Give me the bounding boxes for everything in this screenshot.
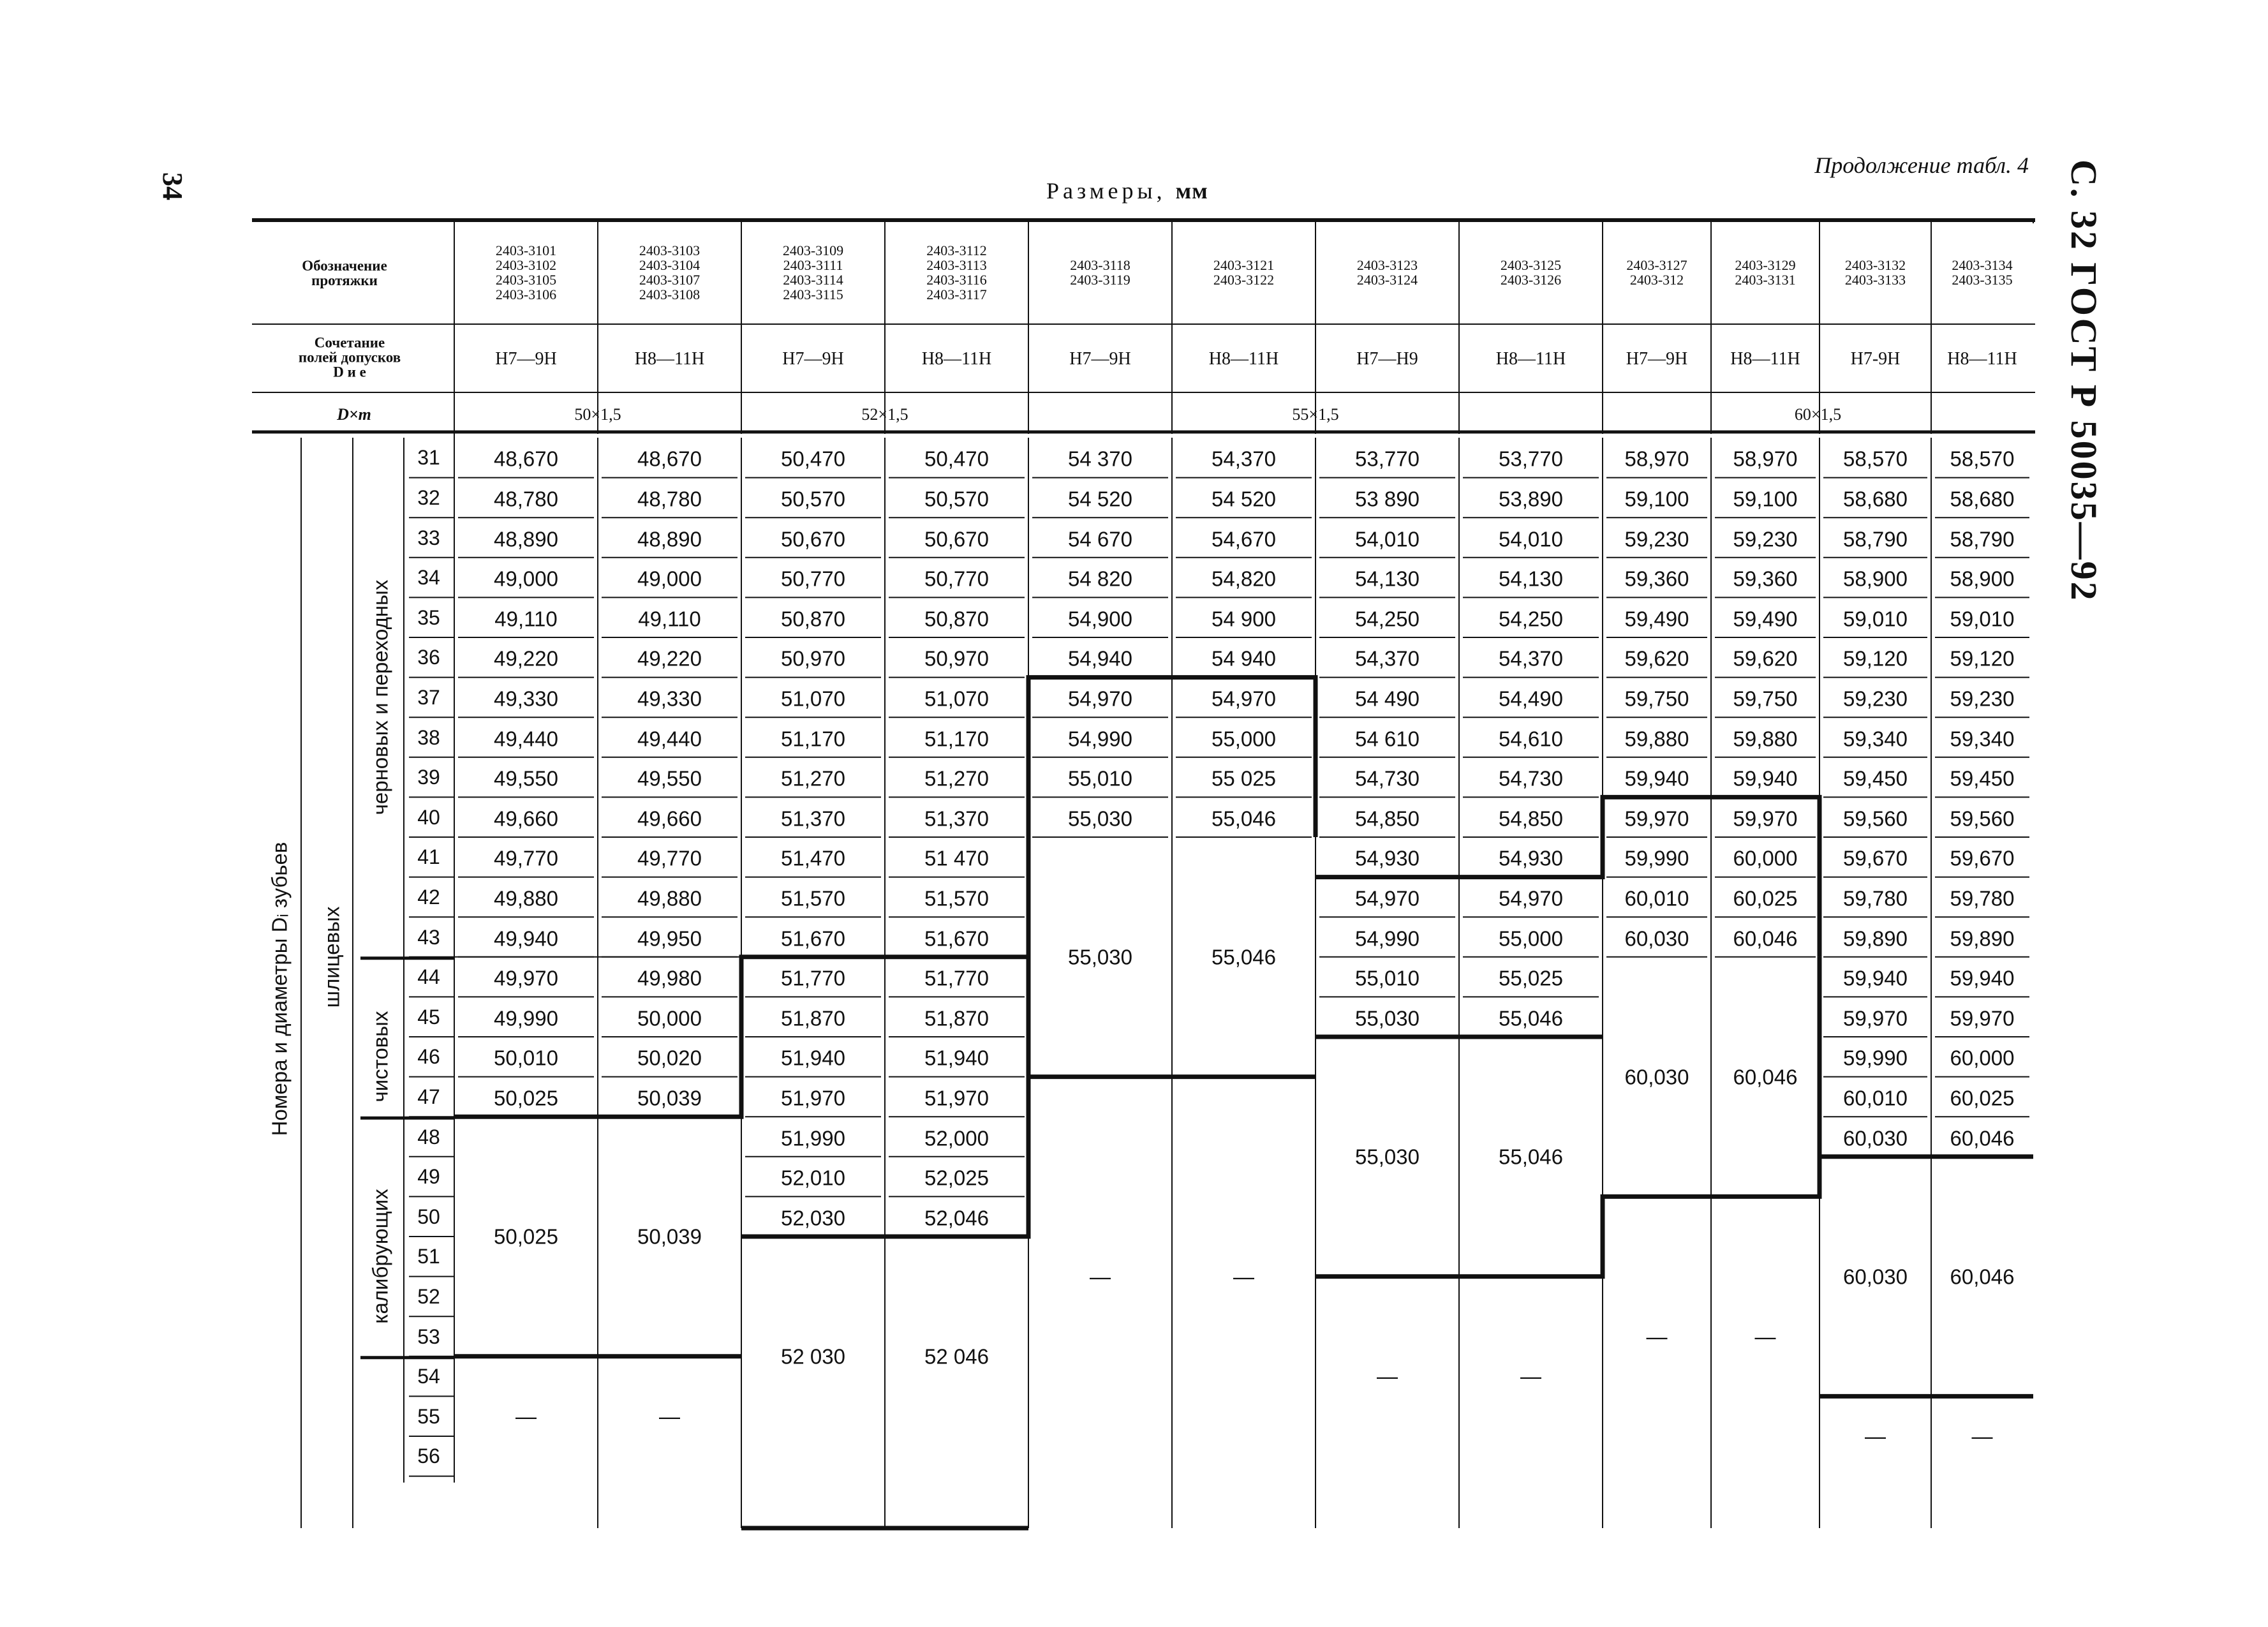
designation-codes: 2403-3123 2403-3124 [1356,256,1418,288]
value-cell: 58,970 [1624,447,1689,471]
value-cell: 60,025 [1733,886,1798,910]
value-cell: 51,870 [924,1006,989,1030]
value-cell: 51,070 [924,687,989,711]
row-number: 54 [417,1365,440,1388]
dm-group: 60×1,5 [1794,405,1842,424]
value-cell: 51,940 [781,1046,845,1070]
tolerance-field: H7—9H [495,349,557,369]
value-cell: 60,030 [1624,926,1689,950]
merged-value-cell: — [1377,1364,1398,1388]
value-cell: 54,930 [1499,846,1563,870]
designation-codes: 2403-3101 2403-3102 2403-3105 2403-3106 [495,242,557,303]
row-number: 46 [417,1045,440,1069]
value-cell: 54 520 [1068,487,1132,511]
tolerance-field: H7—H9 [1356,349,1418,369]
dm-group: 50×1,5 [574,405,621,424]
value-cell: 54,010 [1355,527,1419,551]
value-cell: 48,780 [637,487,702,511]
value-cell: 49,110 [638,607,701,631]
value-cell: 54,970 [1068,687,1132,711]
value-cell: 49,980 [637,966,702,990]
value-cell: 49,440 [494,727,558,750]
row-number: 48 [417,1125,440,1148]
value-cell: 55 025 [1212,766,1276,791]
value-cell: 59,970 [1843,1006,1908,1030]
value-cell: 54,730 [1499,766,1563,791]
value-cell: 55,025 [1499,966,1563,990]
value-cell: 54,490 [1499,687,1563,711]
value-cell: 52,030 [781,1206,845,1230]
value-cell: 51 470 [924,846,989,870]
value-cell: 51,370 [781,806,845,831]
value-cell: 50,570 [781,487,845,511]
tolerance-field: H8—11H [634,349,705,369]
merged-value-cell: — [1754,1325,1776,1348]
value-cell: 49,220 [494,646,558,671]
value-cell: 54 610 [1355,727,1419,750]
value-cell: 51,470 [781,846,845,870]
page-number: 34 [157,172,188,200]
designation-codes: 2403-3121 2403-3122 [1213,256,1275,288]
value-cell: 54,940 [1068,646,1132,671]
merged-value-cell: 50,039 [637,1224,702,1249]
value-cell: 50,970 [781,646,845,671]
value-cell: 50,670 [781,527,845,551]
value-cell: 50,000 [637,1006,702,1030]
value-cell: 50,970 [924,646,989,671]
value-cell: 55,046 [1212,806,1276,831]
value-cell: 52,000 [924,1126,989,1150]
value-cell: 51,870 [781,1006,845,1030]
value-cell: 59,230 [1843,687,1908,711]
value-cell: 58,570 [1950,447,2015,471]
value-cell: 49,550 [494,766,558,791]
value-cell: 59,880 [1733,727,1798,750]
value-cell: 59,940 [1843,966,1908,990]
value-cell: 58,680 [1843,487,1908,511]
value-cell: 48,670 [637,447,702,471]
value-cell: 51,170 [781,727,845,750]
row-number: 45 [417,1005,440,1029]
value-cell: 54,370 [1212,447,1276,471]
value-cell: 59,670 [1843,846,1908,870]
value-cell: 50,570 [924,487,989,511]
value-cell: 59,970 [1624,806,1689,831]
designation-codes: 2403-3127 2403-312 [1626,256,1687,288]
value-cell: 49,950 [637,926,702,950]
value-cell: 52,025 [924,1166,989,1190]
value-cell: 51,370 [924,806,989,831]
designation-codes: 2403-3132 2403-3133 [1844,256,1906,288]
value-cell: 59,560 [1950,806,2015,831]
row-number: 31 [417,446,440,470]
value-cell: 53 890 [1355,487,1419,511]
tolerance-field: H7-9H [1850,349,1901,369]
merged-value-cell: — [1520,1364,1541,1388]
value-cell: 60,000 [1950,1046,2015,1070]
value-cell: 55,046 [1499,1006,1563,1030]
value-cell: 54,930 [1355,846,1419,870]
tolerance-field: H8—11H [1730,349,1800,369]
value-cell: 48,670 [494,447,558,471]
merged-value-cell: — [1090,1265,1111,1289]
designation-codes: 2403-3103 2403-3104 2403-3107 2403-3108 [639,242,700,303]
value-cell: 54,250 [1499,607,1563,631]
value-cell: 54,970 [1499,886,1563,910]
row-number: 41 [417,845,440,869]
value-cell: 54,130 [1355,567,1419,591]
value-cell: 59,010 [1950,607,2015,631]
value-cell: 59,890 [1843,926,1908,950]
merged-value-cell: — [1646,1325,1668,1348]
value-cell: 49,770 [637,846,702,870]
value-cell: 59,230 [1733,527,1798,551]
value-cell: 51,990 [781,1126,845,1150]
row-number: 42 [417,885,440,909]
merged-value-cell: 60,046 [1950,1265,2015,1289]
group-label-finish: чистовых [368,1011,392,1103]
value-cell: 48,890 [637,527,702,551]
row-number: 34 [417,566,440,590]
value-cell: 53,770 [1499,447,1563,471]
value-cell: 49,110 [494,607,558,631]
value-cell: 50,470 [924,447,989,471]
value-cell: 59,450 [1843,766,1908,791]
value-cell: 50,020 [637,1046,702,1070]
value-cell: 54,850 [1355,806,1419,831]
value-cell: 59,360 [1624,567,1689,591]
value-cell: 50,039 [637,1086,702,1110]
value-cell: 58,900 [1843,567,1908,591]
value-cell: 53,770 [1355,447,1419,471]
value-cell: 59,340 [1843,727,1908,750]
sizes-caption-word: Размеры, [1046,178,1166,204]
value-cell: 54 900 [1212,607,1276,631]
value-cell: 52,010 [781,1166,845,1190]
value-cell: 49,440 [637,727,702,750]
tolerance-field: H8—11H [1947,349,2017,369]
value-cell: 55,010 [1068,766,1132,791]
value-cell: 59,620 [1733,646,1798,671]
sizes-caption-unit: мм [1175,178,1208,204]
merged-value-cell: — [1865,1424,1886,1448]
value-cell: 59,620 [1624,646,1689,671]
designation-label: Обозначение протяжки [302,258,387,288]
row-number: 44 [417,965,440,989]
value-cell: 54,850 [1499,806,1563,831]
value-cell: 59,750 [1733,687,1798,711]
value-cell: 59,120 [1843,646,1908,671]
value-cell: 51,970 [924,1086,989,1110]
value-cell: 51,570 [924,886,989,910]
dm-group: 52×1,5 [861,405,908,424]
value-cell: 51,970 [781,1086,845,1110]
value-cell: 50,025 [494,1086,558,1110]
value-cell: 59,100 [1624,487,1689,511]
value-cell: 59,940 [1733,766,1798,791]
value-cell: 54,730 [1355,766,1419,791]
value-cell: 60,025 [1950,1086,2015,1110]
value-cell: 59,010 [1843,607,1908,631]
teeth-label: Номера и диаметры Dᵢ зубьев [267,842,292,1136]
value-cell: 51,270 [924,766,989,791]
dm-label: D×m [337,405,371,424]
row-number: 47 [417,1085,440,1108]
value-cell: 60,010 [1843,1086,1908,1110]
value-cell: 51,070 [781,687,845,711]
merged-value-cell: 52 030 [781,1344,845,1369]
value-cell: 58,970 [1733,447,1798,471]
value-cell: 59,120 [1950,646,2015,671]
designation-codes: 2403-3129 2403-3131 [1735,256,1796,288]
value-cell: 54,970 [1212,687,1276,711]
value-cell: 60,046 [1733,926,1798,950]
designation-codes: 2403-3125 2403-3126 [1500,256,1562,288]
standard-header: С. 32 ГОСТ Р 50035—92 [2063,160,2105,602]
value-cell: 49,330 [637,687,702,711]
value-cell: 54,130 [1499,567,1563,591]
row-number: 50 [417,1205,440,1228]
row-number: 37 [417,685,440,709]
designation-codes: 2403-3112 2403-3113 2403-3116 2403-3117 [926,242,987,303]
merged-value-cell: 60,046 [1733,1065,1798,1089]
value-cell: 54 670 [1068,527,1132,551]
table-continuation-caption: Продолжение табл. 4 [1814,152,2029,178]
value-cell: 59,990 [1843,1046,1908,1070]
designation-codes: 2403-3118 2403-3119 [1070,256,1130,288]
value-cell: 54,370 [1499,646,1563,671]
value-cell: 51,570 [781,886,845,910]
merged-value-cell: 55,046 [1212,945,1276,969]
value-cell: 52,046 [924,1206,989,1230]
tolerance-field: H7—9H [782,349,844,369]
value-cell: 59,340 [1950,727,2015,750]
merged-value-cell: — [659,1404,680,1429]
value-cell: 51,940 [924,1046,989,1070]
value-cell: 50,010 [494,1046,558,1070]
merged-value-cell: 50,025 [494,1224,558,1249]
value-cell: 59,780 [1843,886,1908,910]
value-cell: 55,030 [1068,806,1132,831]
row-number: 52 [417,1284,440,1308]
row-number: 33 [417,526,440,549]
value-cell: 49,880 [494,886,558,910]
value-cell: 58,790 [1843,527,1908,551]
tolerance-label: Сочетание полей допусков D и e [298,334,401,380]
value-cell: 58,570 [1843,447,1908,471]
value-cell: 59,670 [1950,846,2015,870]
value-cell: 54,900 [1068,607,1132,631]
merged-value-cell: 55,030 [1068,945,1132,969]
value-cell: 51,270 [781,766,845,791]
row-number: 39 [417,766,440,789]
value-cell: 48,890 [494,527,558,551]
row-number: 56 [417,1445,440,1468]
designation-codes: 2403-3134 2403-3135 [1952,256,2013,288]
value-cell: 58,790 [1950,527,2015,551]
value-cell: 59,940 [1624,766,1689,791]
value-cell: 54 520 [1212,487,1276,511]
merged-value-cell: — [1233,1265,1254,1289]
value-cell: 54,250 [1355,607,1419,631]
value-cell: 49,940 [494,926,558,950]
value-cell: 55,010 [1355,966,1419,990]
tolerance-field: H7—9H [1626,349,1688,369]
value-cell: 59,490 [1624,607,1689,631]
merged-value-cell: — [515,1404,537,1429]
value-cell: 59,360 [1733,567,1798,591]
value-cell: 51,770 [781,966,845,990]
merged-value-cell: 60,030 [1843,1265,1908,1289]
group-label-rough: черновых и переходных [368,579,392,815]
value-cell: 59,230 [1624,527,1689,551]
value-cell: 59,890 [1950,926,2015,950]
tolerance-field: H8—11H [921,349,992,369]
value-cell: 51,170 [924,727,989,750]
value-cell: 59,230 [1950,687,2015,711]
value-cell: 49,970 [494,966,558,990]
designation-codes: 2403-3109 2403-3111 2403-3114 2403-3115 [782,242,844,303]
value-cell: 54,990 [1355,926,1419,950]
row-number: 40 [417,805,440,829]
value-cell: 54 820 [1068,567,1132,591]
value-cell: 59,880 [1624,727,1689,750]
row-number: 55 [417,1404,440,1428]
value-cell: 49,880 [637,886,702,910]
value-cell: 49,330 [494,687,558,711]
value-cell: 50,670 [924,527,989,551]
value-cell: 49,000 [494,567,558,591]
row-number: 53 [417,1325,440,1348]
value-cell: 54,010 [1499,527,1563,551]
value-cell: 49,550 [637,766,702,791]
value-cell: 49,000 [637,567,702,591]
row-number: 43 [417,925,440,949]
value-cell: 51,770 [924,966,989,990]
row-number: 51 [417,1245,440,1268]
value-cell: 50,770 [781,567,845,591]
value-cell: 54,820 [1212,567,1276,591]
value-cell: 54,670 [1212,527,1276,551]
tolerance-field: H8—11H [1495,349,1566,369]
tolerance-field: H8—11H [1208,349,1279,369]
value-cell: 60,046 [1950,1126,2015,1150]
merged-value-cell: 55,030 [1355,1145,1419,1169]
merged-value-cell: 60,030 [1624,1065,1689,1089]
value-cell: 50,870 [781,607,845,631]
value-cell: 49,770 [494,846,558,870]
value-cell: 48,780 [494,487,558,511]
value-cell: 59,100 [1733,487,1798,511]
row-number: 49 [417,1165,440,1189]
dm-group: 55×1,5 [1292,405,1339,424]
merged-value-cell: — [1971,1424,1993,1448]
value-cell: 50,470 [781,447,845,471]
value-cell: 59,970 [1950,1006,2015,1030]
tolerance-field: H7—9H [1069,349,1131,369]
group-label-calib: калибрующих [368,1189,392,1325]
value-cell: 54,970 [1355,886,1419,910]
value-cell: 51,670 [924,926,989,950]
spline-label: шлицевых [320,906,344,1008]
row-number: 35 [417,605,440,629]
value-cell: 59,750 [1624,687,1689,711]
value-cell: 54,990 [1068,727,1132,750]
row-number: 36 [417,646,440,669]
value-cell: 59,990 [1624,846,1689,870]
value-cell: 49,660 [637,806,702,831]
value-cell: 50,870 [924,607,989,631]
value-cell: 54,610 [1499,727,1563,750]
value-cell: 49,660 [494,806,558,831]
row-number: 38 [417,725,440,749]
value-cell: 49,990 [494,1006,558,1030]
value-cell: 55,030 [1355,1006,1419,1030]
value-cell: 60,010 [1624,886,1689,910]
value-cell: 54 940 [1212,646,1276,671]
value-cell: 55,000 [1499,926,1563,950]
value-cell: 50,770 [924,567,989,591]
value-cell: 58,900 [1950,567,2015,591]
value-cell: 59,940 [1950,966,2015,990]
value-cell: 59,780 [1950,886,2015,910]
merged-value-cell: 55,046 [1499,1145,1563,1169]
value-cell: 60,030 [1843,1126,1908,1150]
value-cell: 54 370 [1068,447,1132,471]
merged-value-cell: 52 046 [924,1344,989,1369]
value-cell: 49,220 [637,646,702,671]
value-cell: 54,370 [1355,646,1419,671]
value-cell: 59,450 [1950,766,2015,791]
value-cell: 51,670 [781,926,845,950]
row-number: 32 [417,486,440,509]
value-cell: 58,680 [1950,487,2015,511]
value-cell: 55,000 [1212,727,1276,750]
value-cell: 53,890 [1499,487,1563,511]
value-cell: 59,970 [1733,806,1798,831]
value-cell: 54 490 [1355,687,1419,711]
value-cell: 59,560 [1843,806,1908,831]
value-cell: 59,490 [1733,607,1798,631]
value-cell: 60,000 [1733,846,1798,870]
